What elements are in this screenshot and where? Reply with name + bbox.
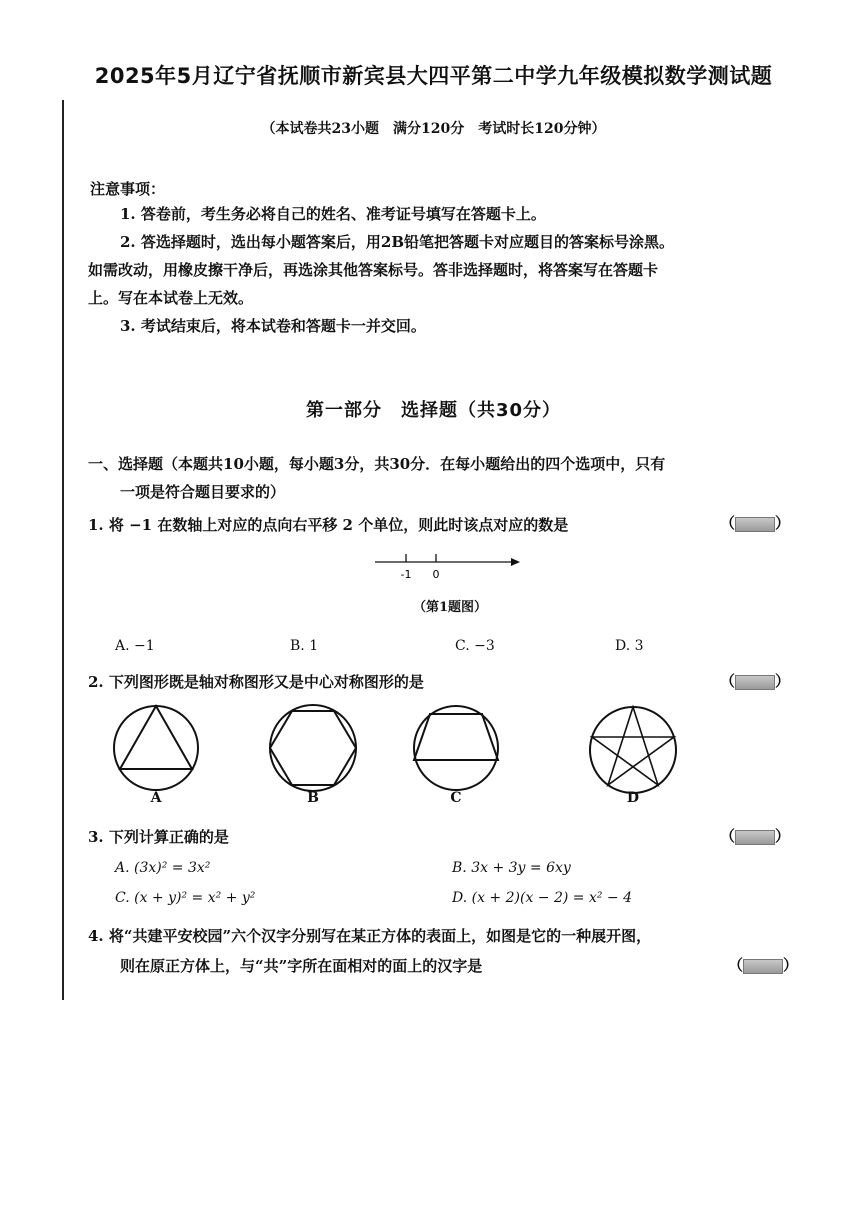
figure-1-caption: （第1题图） (412, 600, 488, 615)
figure-a-triangle-circle (114, 706, 198, 790)
question-1-stem: 1. 将 −1 在数轴上对应的点向右平移 2 个单位，则此时该点对应的数是 (88, 516, 569, 534)
paren-close: ） (783, 956, 799, 974)
q3-option-c: C. (x + y)² = x² + y² (115, 890, 256, 906)
note-item-2: 2. 答选择题时，选出每小题答案后，用2B铅笔把答题卡对应题目的答案标号涂黑。 (120, 233, 675, 251)
answer-blank-2 (735, 675, 775, 690)
q1-option-d: D. 3 (615, 638, 644, 654)
answer-box-3 (720, 825, 790, 846)
note-item-2-cont: 如需改动，用橡皮擦干净后，再选涂其他答案标号。答非选择题时，将答案写在答题卡 (88, 261, 659, 279)
q1-option-a: A. −1 (115, 638, 155, 654)
paren-open: （ (728, 956, 744, 974)
paren-open: （ (720, 514, 736, 532)
note-item-1: 1. 答卷前，考生务必将自己的姓名、准考证号填写在答题卡上。 (120, 205, 546, 223)
margin-rule (62, 100, 64, 1000)
figure-d-star-circle (590, 707, 676, 793)
note-item-2-end: 上。写在本试卷上无效。 (88, 289, 254, 307)
figure-b-hexagon-circle (270, 705, 356, 791)
q3-option-a: A. (3x)² = 3x² (115, 860, 211, 876)
figure-label-d: D (626, 790, 640, 806)
number-line-figure (370, 548, 530, 582)
section-instructions-cont: 一项是符合题目要求的） (120, 483, 286, 501)
tick-label-minus-one: -1 (400, 568, 412, 581)
q1-option-b: B. 1 (290, 638, 319, 654)
paren-close: ） (775, 514, 791, 532)
q3-option-b: B. 3x + 3y = 6xy (452, 860, 571, 876)
tick-label-zero: 0 (432, 568, 440, 581)
answer-box-4 (728, 954, 798, 975)
notes-heading: 注意事项： (90, 180, 166, 198)
note-item-3: 3. 考试结束后，将本试卷和答题卡一并交回。 (120, 317, 426, 335)
answer-box-2 (720, 670, 790, 691)
paren-open: （ (720, 827, 736, 845)
figure-label-b: B (307, 790, 319, 806)
paren-close: ） (775, 827, 791, 845)
number-line-arrow (511, 558, 520, 566)
figure-c-trapezoid-circle (414, 706, 498, 790)
q3-option-d: D. (x + 2)(x − 2) = x² − 4 (452, 890, 633, 906)
symmetry-figures (100, 700, 700, 800)
figure-label-c: C (450, 790, 462, 806)
question-4-stem-cont: 则在原正方体上，与“共”字所在面相对的面上的汉字是 (120, 957, 483, 975)
figure-label-a: A (150, 790, 162, 806)
paren-close: ） (775, 672, 791, 690)
part-title: 第一部分 选择题（共30分） (305, 400, 562, 421)
answer-blank-4 (743, 959, 783, 974)
answer-box-1 (720, 512, 790, 533)
paren-open: （ (720, 672, 736, 690)
answer-blank-3 (735, 830, 775, 845)
question-4-stem: 4. 将“共建平安校园”六个汉字分别写在某正方体的表面上，如图是它的一种展开图， (88, 927, 652, 945)
section-instructions: 一、选择题（本题共10小题，每小题3分，共30分．在每小题给出的四个选项中，只有 (88, 455, 666, 473)
answer-blank-1 (735, 517, 775, 532)
question-2-stem: 2. 下列图形既是轴对称图形又是中心对称图形的是 (88, 673, 424, 691)
exam-info: （本试卷共23小题 满分120分 考试时长120分钟） (261, 121, 606, 137)
page-title: 2025年5月辽宁省抚顺市新宾县大四平第二中学九年级模拟数学测试题 (94, 64, 773, 88)
question-3-stem: 3. 下列计算正确的是 (88, 828, 229, 846)
q1-option-c: C. −3 (455, 638, 495, 654)
